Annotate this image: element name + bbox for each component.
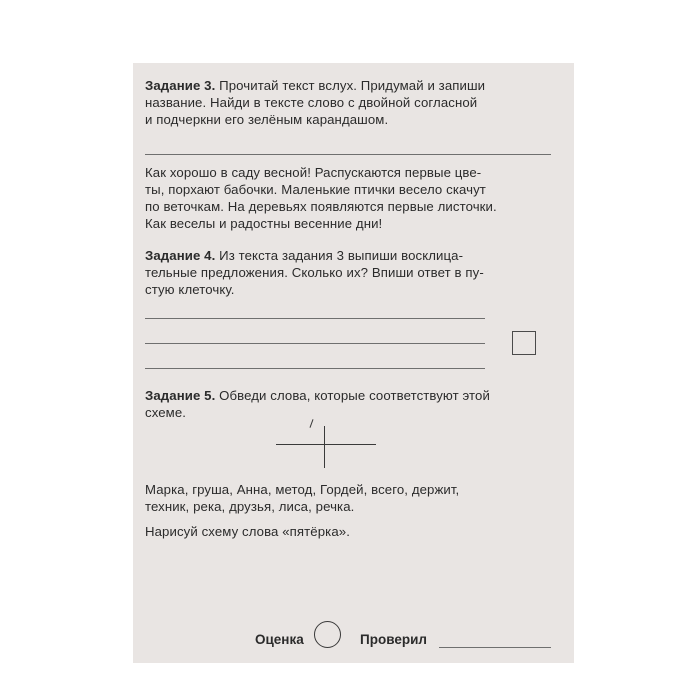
task3-line-2: название. Найди в тексте слово с двойной согласной — [145, 95, 478, 110]
task3-label: Задание 3. — [145, 78, 216, 93]
title-answer-line[interactable] — [145, 154, 551, 155]
task3-line-3: и подчеркни его зелёным карандашом. — [145, 112, 389, 127]
story-line-4: Как веселы и радостны весенние дни! — [145, 216, 383, 231]
answer-box[interactable] — [512, 331, 536, 355]
task5-label: Задание 5. — [145, 388, 216, 403]
story-line-1: Как хорошо в саду весной! Распускаются первые цве- — [145, 165, 482, 180]
words-line-1: Марка, груша, Анна, метод, Гордей, всего, держит, — [145, 482, 460, 497]
answer-line-3[interactable] — [145, 368, 485, 369]
checked-label: Проверил — [360, 632, 427, 647]
draw-instruction: Нарисуй схему слова «пятёрка». — [145, 524, 350, 539]
answer-line-2[interactable] — [145, 343, 485, 344]
story-line-3: по веточкам. На деревьях появляются первые листочки. — [145, 199, 497, 214]
task3-line-1: Задание 3. Прочитай текст вслух. Придумай и запиши — [145, 78, 486, 93]
task4-line-1: Задание 4. Из текста задания 3 выпиши восклица- — [145, 248, 464, 263]
scheme-horizontal-line — [276, 444, 376, 445]
checked-signature-line[interactable] — [439, 647, 551, 648]
answer-line-1[interactable] — [145, 318, 485, 319]
grade-circle[interactable] — [314, 621, 341, 648]
task5-line-1: Задание 5. Обведи слова, которые соответствуют этой — [145, 388, 490, 403]
worksheet-page — [133, 63, 574, 663]
scheme-stress-mark — [309, 419, 313, 428]
words-line-2: техник, река, друзья, лиса, речка. — [145, 499, 355, 514]
task4-label: Задание 4. — [145, 248, 216, 263]
task4-line-3: стую клеточку. — [145, 282, 235, 297]
task4-line-2: тельные предложения. Сколько их? Впиши ответ в пу- — [145, 265, 484, 280]
story-line-2: ты, порхают бабочки. Маленькие птички весело скачут — [145, 182, 486, 197]
grade-label: Оценка — [255, 632, 304, 647]
scheme-vertical-line — [324, 426, 325, 468]
task5-line-2: схеме. — [145, 405, 187, 420]
